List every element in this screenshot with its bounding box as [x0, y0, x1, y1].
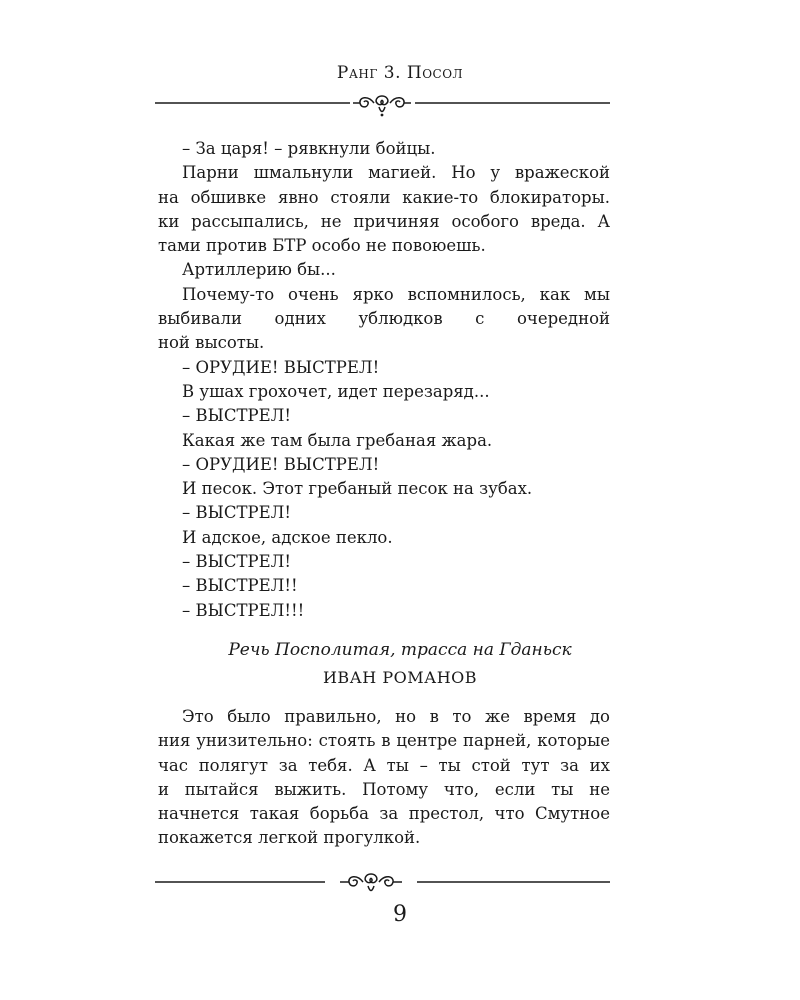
- header-ornament-divider: [155, 93, 610, 117]
- text-line: – За царя! – рявкнули бойцы.: [182, 139, 436, 158]
- text-line: и пытайся выжить. Потому что, если ты не: [158, 779, 610, 799]
- text-line: выбивали одних ублюдков с очередной: [158, 309, 610, 329]
- text-line: тами против БТР особо не повоюешь.: [158, 236, 486, 256]
- text-line: – ОРУДИЕ! ВЫСТРЕЛ!: [182, 357, 380, 377]
- text-line: Почему-то очень ярко вспомнилось, как мы: [182, 284, 610, 304]
- text-line: – ВЫСТРЕЛ!!: [182, 576, 298, 596]
- page-number: 9: [393, 902, 407, 927]
- text-line: – ОРУДИЕ! ВЫСТРЕЛ!: [182, 454, 380, 474]
- second-text-block: [158, 705, 610, 851]
- section-heading: Речь Посполитая, трасса на Гданьск: [228, 640, 572, 660]
- text-line: ной высоты.: [158, 333, 265, 353]
- footer-ornament-divider: [155, 870, 610, 894]
- text-line: В ушах грохочет, идет перезаряд...: [182, 381, 490, 401]
- main-text-block: [158, 137, 610, 623]
- text-line: Это было правильно, но в то же время до: [182, 707, 610, 726]
- text-line: – ВЫСТРЕЛ!!!: [182, 600, 305, 620]
- text-line: ки рассыпались, не причиняя особого вреда. А: [158, 211, 610, 231]
- text-line: Парни шмальнули магией. Но у вражеской: [182, 163, 610, 183]
- section-author: ИВАН РОМАНОВ: [322, 668, 478, 687]
- running-head: Ранг 3. Посол: [336, 63, 464, 83]
- text-line: час полягут за тебя. А ты – ты стой тут за их: [158, 755, 610, 775]
- flourish-ornament-icon: [155, 93, 610, 117]
- text-line: – ВЫСТРЕЛ!: [182, 406, 292, 426]
- flourish-ornament-icon: [155, 870, 610, 894]
- text-line: Какая же там была гребаная жара.: [182, 430, 493, 450]
- text-line: начнется такая борьба за престол, что Смутное: [158, 804, 610, 824]
- text-line: И песок. Этот гребаный песок на зубах.: [182, 479, 533, 499]
- text-line: Артиллерию бы...: [182, 260, 336, 280]
- text-line: И адское, адское пекло.: [182, 527, 393, 547]
- text-line: – ВЫСТРЕЛ!: [182, 552, 292, 572]
- text-line: – ВЫСТРЕЛ!: [182, 503, 292, 523]
- text-line: ния унизительно: стоять в центре парней, которые: [158, 731, 610, 751]
- text-line: покажется легкой прогулкой.: [158, 828, 421, 848]
- text-line: на обшивке явно стояли какие-то блокираторы.: [158, 187, 610, 207]
